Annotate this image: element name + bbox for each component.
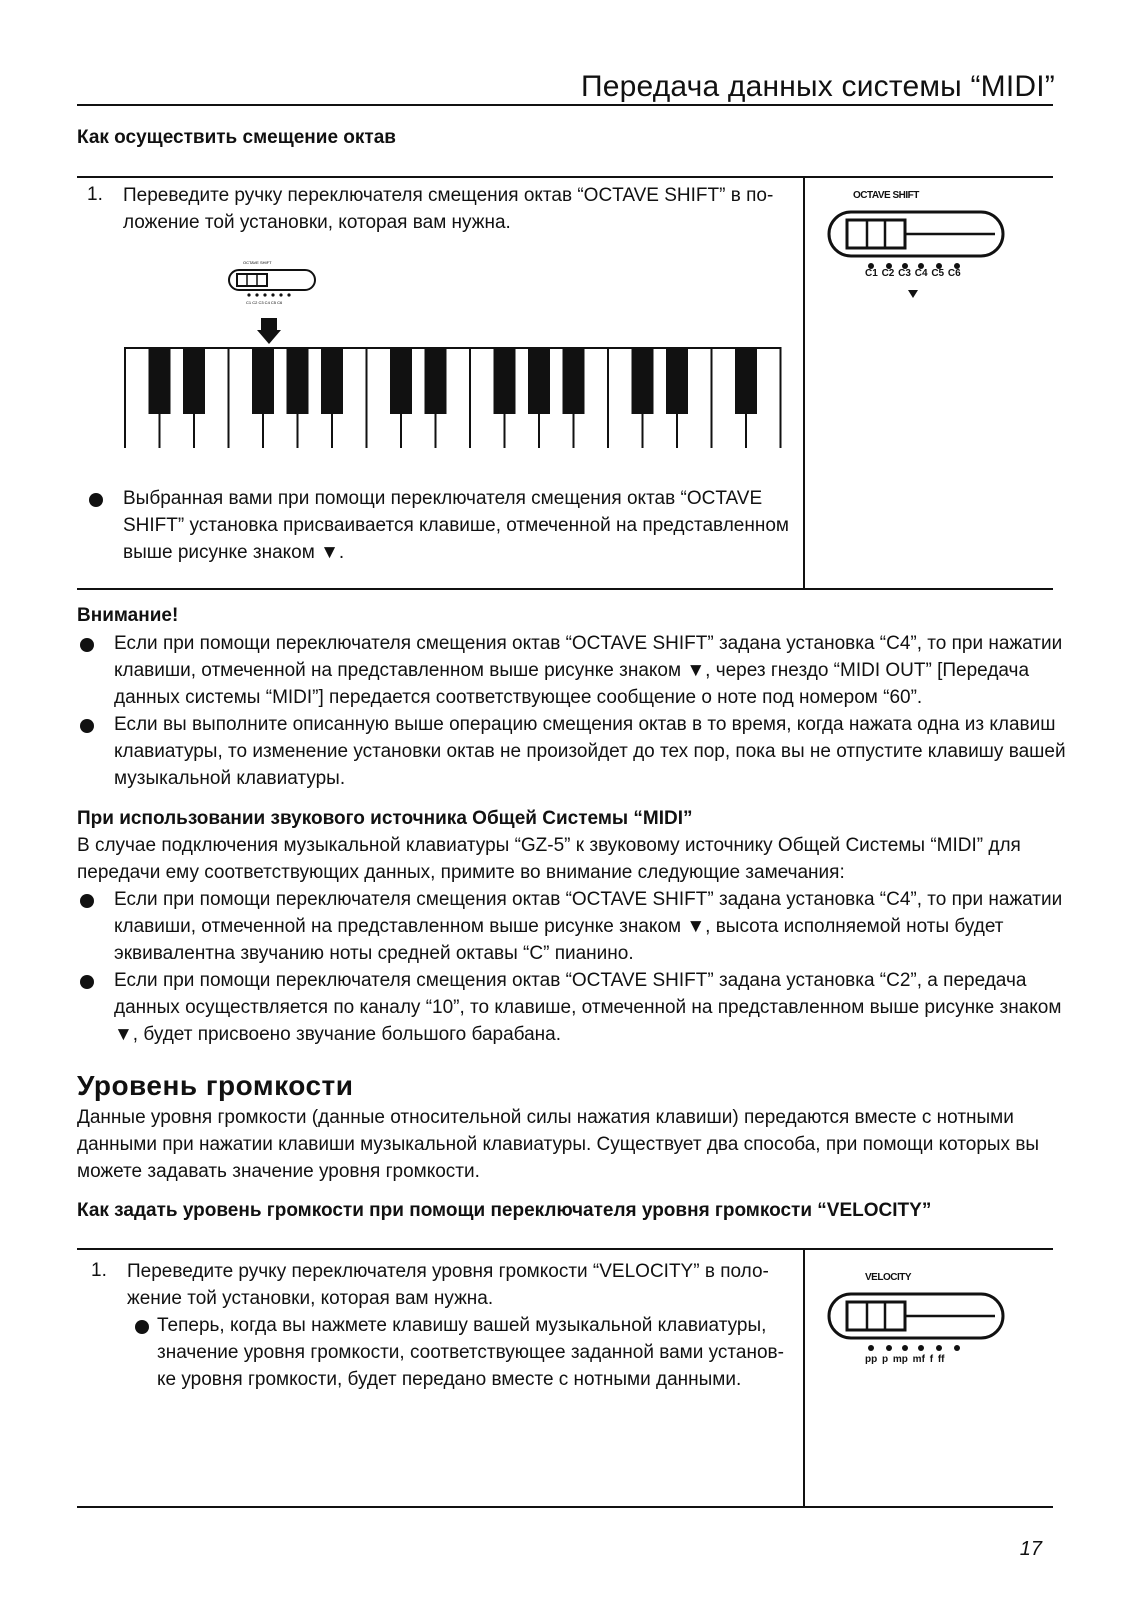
position-label: pp	[865, 1354, 878, 1365]
position-label: p	[882, 1354, 889, 1365]
down-arrow-marker-icon	[257, 318, 281, 344]
bullet-icon	[80, 975, 94, 989]
velocity-intro-line1: Данные уровня громкости (данные относительной силы нажатия клавиши) передаются вместе с нотными	[77, 1107, 1014, 1128]
black-key	[149, 348, 171, 414]
position-label: C2	[881, 268, 895, 279]
octave-shift-heading: Как осуществить смещение октав	[77, 127, 396, 148]
black-key	[632, 348, 654, 414]
step-text-line2: ложение той установки, которая вам нужна.	[123, 212, 511, 233]
header-rule	[77, 104, 1053, 106]
velocity-intro-line2: данными при нажатии клавиши музыкальной клавиатуры. Существует два способа, при помощи которых вы	[77, 1134, 1040, 1155]
gm-item-2-line1: Если при помощи переключателя смещения октав “OCTAVE SHIFT” задана установка “C2”, а передача	[114, 970, 1027, 991]
octave-shift-box	[77, 176, 1053, 590]
small-octave-switch-icon	[229, 260, 315, 305]
svg-text:C1 C2 C3 C4 C5 C6: C1 C2 C3 C4 C5 C6	[246, 300, 283, 305]
step-number: 1.	[87, 184, 103, 205]
velocity-sub-line2: значение уровня громкости, соответствующее заданной вами установ-	[157, 1342, 784, 1363]
gm-item-1-line3: эквивалентна звучанию ноты средней октавы “C” пианино.	[114, 943, 634, 964]
velocity-step-line2: жение той установки, которая вам нужна.	[127, 1288, 494, 1309]
black-key	[666, 348, 688, 414]
general-midi-heading: При использовании звукового источника Общей Системы “MIDI”	[77, 808, 693, 829]
attention-heading: Внимание!	[77, 605, 179, 626]
step-number: 1.	[91, 1260, 107, 1281]
down-triangle-icon	[908, 290, 918, 298]
attention-item-1-line3: данных системы “MIDI”] передается соответствующее сообщение о ноте под номером “60”.	[114, 687, 923, 708]
position-label: C1	[865, 268, 878, 279]
black-key	[563, 348, 585, 414]
gm-item-1-line2: клавиши, отмеченной на представленном выше рисунке знаком ▼, высота исполняемой ноты будет	[114, 916, 1004, 937]
general-midi-intro-line1: В случае подключения музыкальной клавиатуры “GZ-5” к звуковому источнику Общей Системы “MIDI” для	[77, 835, 1021, 856]
black-key	[183, 348, 205, 414]
position-label: f	[929, 1354, 934, 1365]
gm-item-2-line2: данных осуществляется по каналу “10”, то клавише, отмеченной на представленном выше рисунке знаком	[114, 997, 1062, 1018]
position-label: mf	[912, 1354, 925, 1365]
black-key	[528, 348, 550, 414]
page-header-title: Передача данных системы “MIDI”	[580, 70, 1055, 103]
velocity-switch-icon	[825, 1290, 1015, 1360]
velocity-sub-line3: ке уровня громкости, будет передано вместе с нотными данными.	[157, 1369, 742, 1390]
general-midi-intro-line2: передачи ему соответствующих данных, примите во внимание следующие замечания:	[77, 862, 845, 883]
octave-positions	[865, 268, 961, 279]
velocity-box	[77, 1248, 1053, 1508]
attention-item-2-line2: клавиатуры, то изменение установки октав не произойдет до тех пор, пока вы не отпустите клавишу вашей	[114, 741, 1066, 762]
note-line3: выше рисунке знаком ▼.	[123, 542, 345, 563]
page-number: 17	[1019, 1538, 1042, 1560]
note-line1: Выбранная вами при помощи переключателя смещения октав “OCTAVE	[123, 488, 763, 509]
black-key	[252, 348, 274, 414]
step-text-line1: Переведите ручку переключателя смещения октав “OCTAVE SHIFT” в по-	[123, 185, 774, 206]
attention-item-1-line2: клавиши, отмеченной на представленном выше рисунке знаком ▼, через гнездо “MIDI OUT” [Передача	[114, 660, 1030, 681]
box-divider	[803, 1250, 805, 1506]
position-label: C6	[947, 268, 961, 279]
position-label: mp	[892, 1354, 908, 1365]
position-label: C4	[914, 268, 928, 279]
gm-item-1-line1: Если при помощи переключателя смещения октав “OCTAVE SHIFT” задана установка “C4”, то при нажатии	[114, 889, 1063, 910]
velocity-intro-line3: можете задавать значение уровня громкости.	[77, 1161, 480, 1182]
octave-switch-caption: OCTAVE SHIFT	[853, 190, 919, 201]
velocity-step-line1: Переведите ручку переключателя уровня громкости “VELOCITY” в поло-	[127, 1261, 769, 1282]
gm-item-2-line3: ▼, будет присвоено звучание большого барабана.	[114, 1024, 562, 1045]
attention-item-2-line1: Если вы выполните описанную выше операцию смещения октав в то время, когда нажата одна из клавиш	[114, 714, 1056, 735]
velocity-section-title: Уровень громкости	[77, 1070, 354, 1101]
black-key	[390, 348, 412, 414]
black-key	[735, 348, 757, 414]
black-key	[287, 348, 309, 414]
box-divider	[803, 178, 805, 588]
piano-keys	[125, 348, 781, 448]
velocity-positions	[865, 1354, 944, 1365]
bullet-icon	[80, 719, 94, 733]
bullet-icon	[80, 894, 94, 908]
note-line2: SHIFT” установка присваивается клавише, отмеченной на представленном	[123, 515, 789, 536]
black-key	[494, 348, 516, 414]
svg-text:OCTAVE SHIFT: OCTAVE SHIFT	[243, 260, 272, 265]
velocity-switch-caption: VELOCITY	[865, 1272, 912, 1283]
attention-item-1-line1: Если при помощи переключателя смещения октав “OCTAVE SHIFT” задана установка “C4”, то при нажатии	[114, 633, 1063, 654]
position-label: C3	[898, 268, 911, 279]
black-key	[425, 348, 447, 414]
bullet-icon	[135, 1320, 149, 1334]
velocity-sub-line1: Теперь, когда вы нажмете клавишу вашей музыкальной клавиатуры,	[157, 1315, 767, 1336]
bullet-icon	[89, 493, 103, 507]
position-label: ff	[937, 1354, 945, 1365]
attention-item-2-line3: музыкальной клавиатуры.	[114, 768, 346, 789]
position-label: C5	[931, 268, 945, 279]
keyboard-illustration	[117, 248, 797, 448]
octave-shift-switch-icon	[825, 208, 1015, 308]
black-key	[321, 348, 343, 414]
velocity-heading: Как задать уровень громкости при помощи переключателя уровня громкости “VELOCITY”	[77, 1200, 932, 1221]
bullet-icon	[80, 638, 94, 652]
